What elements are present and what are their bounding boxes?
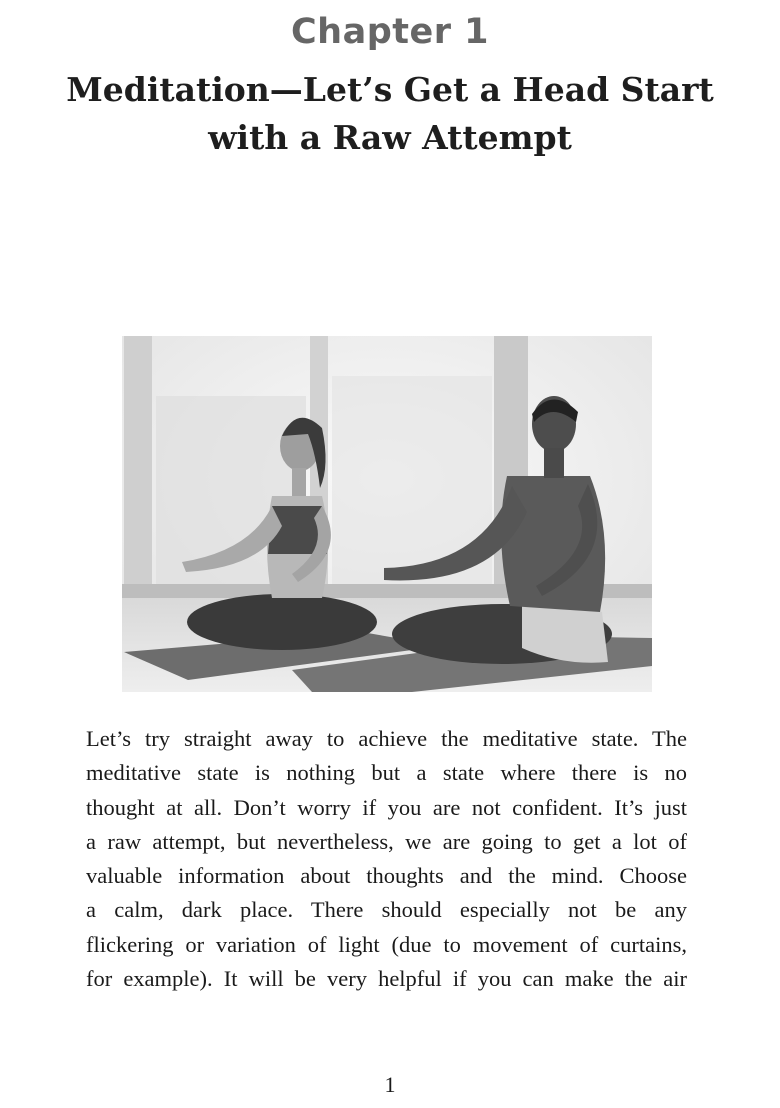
woman-neck — [292, 468, 306, 496]
body-line: a raw attempt, but nevertheless, we are going to get a lot of — [86, 828, 687, 854]
body-line: flickering or variation of light (due to movement of curtains, — [86, 931, 687, 957]
meditation-photo — [122, 336, 652, 692]
chapter-title — [40, 66, 740, 162]
page-number: 1 — [384, 1072, 396, 1097]
man-neck — [544, 448, 564, 478]
body-line: a calm, dark place. There should especially not be any — [86, 897, 687, 923]
body-line: valuable information about thoughts and the mind. Choose — [86, 863, 687, 889]
body-line: meditative state is nothing but a state where there is no — [86, 760, 687, 786]
chapter-label: Chapter 1 — [290, 12, 490, 52]
body-paragraph — [86, 722, 687, 996]
meditation-illustration — [122, 336, 652, 692]
chapter-title-line: with a Raw Attempt — [208, 118, 572, 157]
body-line: thought at all. Don’t worry if you are not confident. It’s just — [86, 794, 687, 820]
chapter-title-line: Meditation—Let’s Get a Head Start — [66, 70, 714, 109]
body-line: for example). It will be very helpful if you can make the air — [86, 966, 687, 992]
window-frame-left — [124, 336, 152, 598]
body-line: Let’s try straight away to achieve the meditative state. The — [86, 726, 687, 751]
woman-legs — [187, 594, 377, 650]
